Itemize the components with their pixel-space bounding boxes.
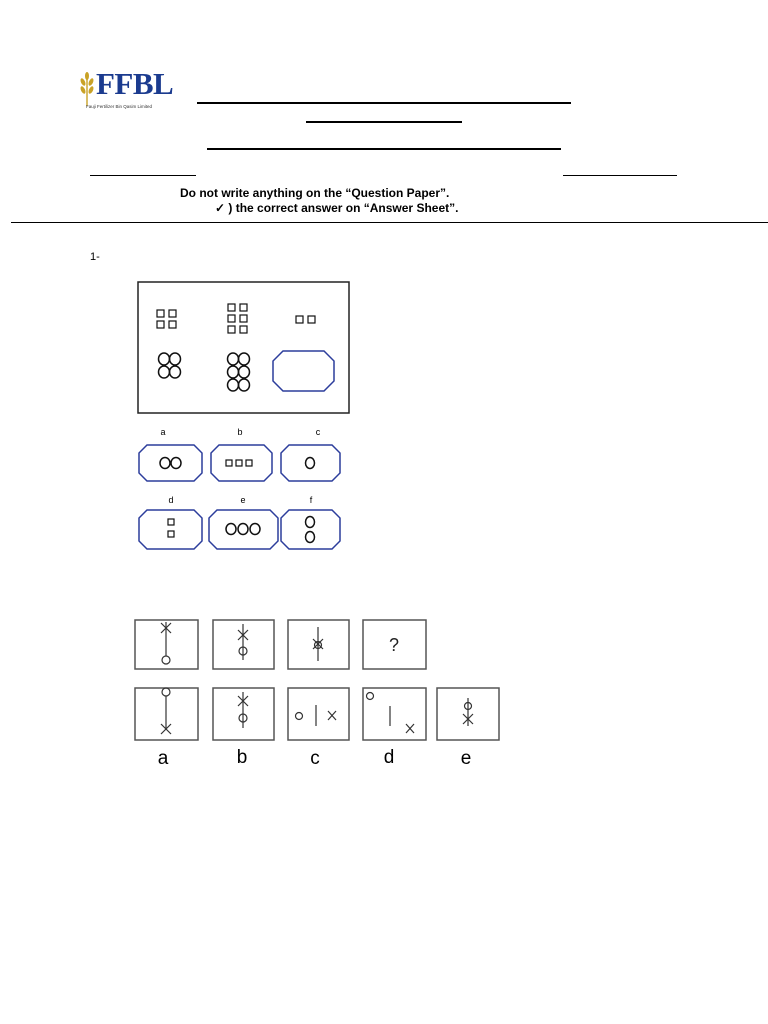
q1-option-label-e: e <box>240 495 246 505</box>
question-1-figure <box>130 275 360 555</box>
q2-option-c[interactable] <box>288 688 349 740</box>
header-blank-line-1 <box>197 102 571 104</box>
q2-option-label-d: d <box>383 747 395 768</box>
section-divider <box>11 222 768 223</box>
logo-subtitle: Fauji Fertilizer Bin Qasim Limited <box>86 104 153 109</box>
q1-option-e[interactable] <box>209 510 278 549</box>
q1-option-c[interactable] <box>281 445 340 481</box>
q1-option-label-f: f <box>309 495 313 505</box>
header-blank-line-2 <box>306 121 462 123</box>
q2-option-a[interactable] <box>135 688 198 740</box>
q2-option-e[interactable] <box>437 688 499 740</box>
header-blank-line-3 <box>207 148 561 150</box>
q1-option-f[interactable] <box>281 510 340 549</box>
q1-option-b[interactable] <box>211 445 272 481</box>
sequence-figure-2 <box>238 624 248 660</box>
q2-option-label-e: e <box>460 748 472 769</box>
q2-option-label-b: b <box>236 747 248 768</box>
question-1-number: 1- <box>90 251 100 263</box>
sequence-figure-1 <box>161 622 171 664</box>
q1-option-label-d: d <box>168 495 174 505</box>
q1-option-label-a: a <box>160 427 166 437</box>
q1-option-a[interactable] <box>139 445 202 481</box>
wheat-icon <box>76 70 98 108</box>
instruction-line-1: Do not write anything on the “Question Paper”. <box>180 186 450 200</box>
q2-option-b[interactable] <box>213 688 274 740</box>
q2-option-d[interactable] <box>363 688 426 740</box>
name-blank-line <box>90 175 196 176</box>
sequence-figure-3 <box>313 627 323 661</box>
date-blank-line <box>563 175 677 176</box>
instruction-line-2: ✓ ) the correct answer on “Answer Sheet”. <box>215 201 459 215</box>
q2-option-label-a: a <box>157 748 169 769</box>
question-1-matrix-frame <box>138 282 349 413</box>
missing-figure-placeholder: ? <box>388 635 400 655</box>
q1-option-label-b: b <box>237 427 243 437</box>
q1-option-d[interactable] <box>139 510 202 549</box>
logo-text: FFBL <box>96 66 174 101</box>
question-2-figure <box>130 612 510 774</box>
matrix-answer-slot <box>273 351 334 391</box>
q1-option-label-c: c <box>315 427 321 437</box>
q2-option-label-c: c <box>310 748 320 769</box>
ffbl-logo <box>76 68 188 116</box>
